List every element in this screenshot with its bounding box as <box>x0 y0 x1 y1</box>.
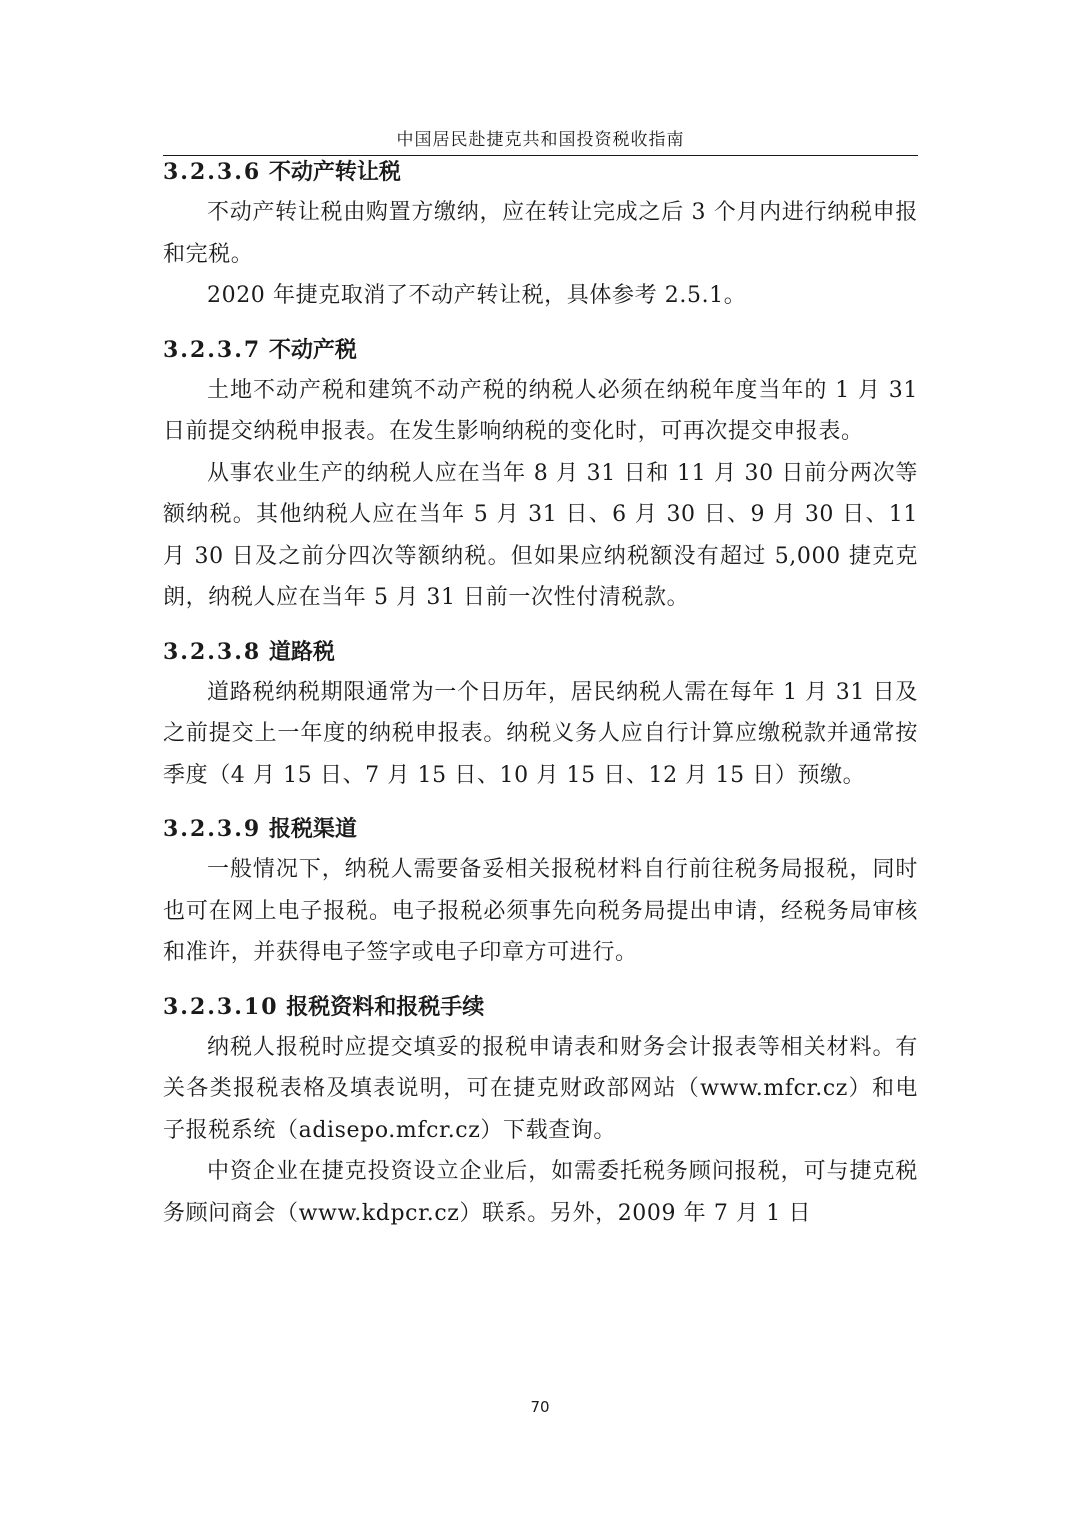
paragraph: 道路税纳税期限通常为一个日历年，居民纳税人需在每年 1 月 31 日及之前提交上一年度的纳税申报表。纳税义务人应自行计算应缴税款并通常按季度（4 月 15 日、7 月 15 日、10 月 15 日、12 月 15 日）预缴。 <box>163 679 918 788</box>
section-3-2-3-6 <box>163 152 918 317</box>
page-number: 70 <box>530 1398 550 1416</box>
section-heading <box>163 330 918 370</box>
section-3-2-3-9 <box>163 809 918 974</box>
section-title: 报税渠道 <box>268 816 357 842</box>
section-title: 道路税 <box>268 638 335 665</box>
paragraph: 纳税人报税时应提交填妥的报税申请表和财务会计报表等相关材料。有关各类报税表格及填表说明，可在捷克财政部网站（www.mfcr.cz）和电子报税系统（adisepo.mfcr.cz）下载查询。 <box>163 1034 918 1143</box>
running-header: 中国居民赴捷克共和国投资税收指南 <box>396 130 685 150</box>
section-heading <box>163 809 918 849</box>
section-3-2-3-10 <box>163 987 918 1235</box>
paragraph: 一般情况下，纳税人需要备妥相关报税材料自行前往税务局报税，同时也可在网上电子报税。电子报税必须事先向税务局提出申请，经税务局审核和准许，并获得电子签字或电子印章方可进行。 <box>163 857 918 965</box>
section-number: 3.2.3.8 <box>163 638 262 665</box>
paragraph: 中资企业在捷克投资设立企业后，如需委托税务顾问报税，可与捷克税务顾问商会（www.kdpcr.cz）联系。另外，2009 年 7 月 1 日 <box>163 1159 918 1226</box>
page-body <box>163 152 918 1234</box>
section-3-2-3-7 <box>163 330 918 619</box>
section-title: 报税资料和报税手续 <box>286 993 485 1020</box>
section-heading <box>163 632 918 672</box>
section-number: 3.2.3.9 <box>163 816 262 842</box>
paragraph: 土地不动产税和建筑不动产税的纳税人必须在纳税年度当年的 1 月 31 日前提交纳税申报表。在发生影响纳税的变化时，可再次提交申报表。 <box>163 377 918 444</box>
section-3-2-3-8 <box>163 632 918 797</box>
paragraph: 从事农业生产的纳税人应在当年 8 月 31 日和 11 月 30 日前分两次等额纳税。其他纳税人应在当年 5 月 31 日、6 月 30 日、9 月 30 日、11 月 30 日及之前分四次等额纳税。但如果应纳税额没有超过 5,000 捷克克朗，纳税人应在当年 5 月 31 日前一次性付清税款。 <box>163 460 918 610</box>
section-number: 3.2.3.6 <box>163 159 262 185</box>
section-number: 3.2.3.10 <box>163 993 279 1020</box>
paragraph: 2020 年捷克取消了不动产转让税，具体参考 2.5.1。 <box>207 283 747 308</box>
paragraph: 不动产转让税由购置方缴纳，应在转让完成之后 3 个月内进行纳税申报和完税。 <box>163 200 918 267</box>
section-title: 不动产税 <box>268 336 357 363</box>
section-heading <box>163 152 918 192</box>
section-heading <box>163 987 918 1027</box>
section-number: 3.2.3.7 <box>163 336 262 363</box>
section-title: 不动产转让税 <box>268 159 401 185</box>
